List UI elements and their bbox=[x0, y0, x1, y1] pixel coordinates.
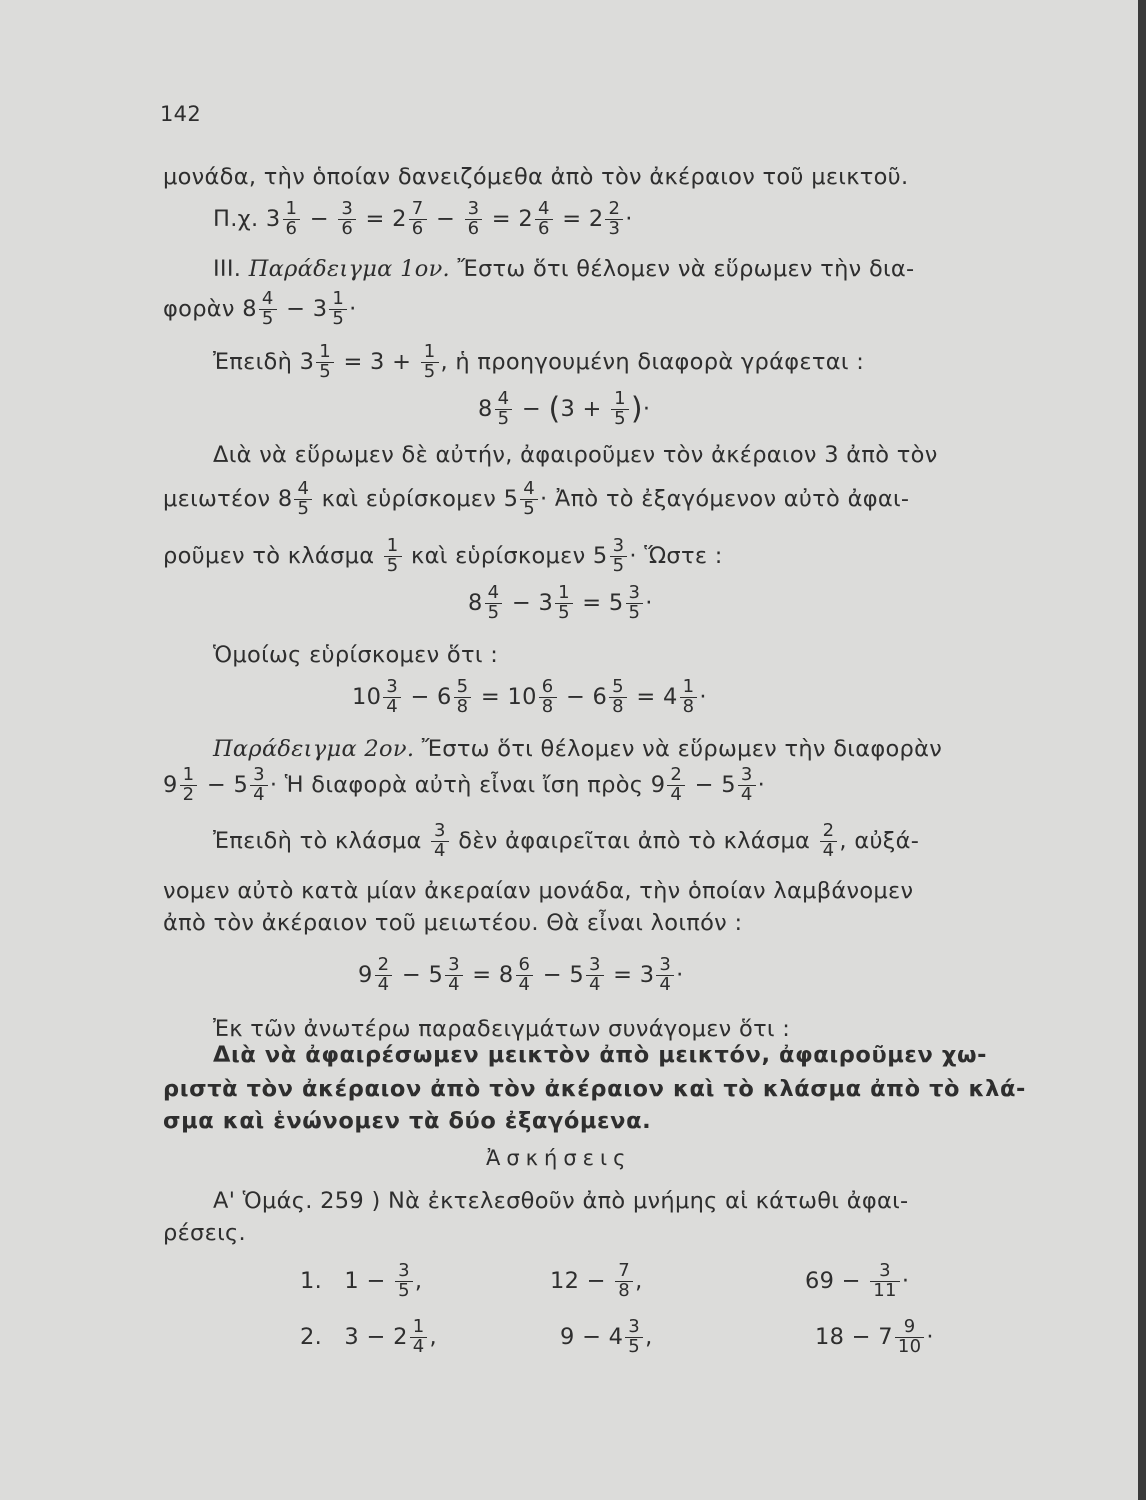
formula-2: 8 $\frac{4}{5}$ − 3 $\frac{1}{5}$ = 5 $\frac{3}{5}$ · bbox=[468, 582, 653, 623]
exercises-heading: Ἀσκήσεις bbox=[486, 1146, 632, 1170]
page-number: 142 bbox=[160, 102, 201, 126]
text-line-4: φορὰν 8 $\frac{4}{5}$ − 3 $\frac{1}{5}$ · bbox=[163, 288, 357, 329]
text-line-12: Ἐπειδὴ τὸ κλάσμα $\frac{3}{4}$ δὲν ἀφαιρεῖται ἀπὸ τὸ κλάσμα $\frac{2}{4}$ , αὐξά- bbox=[213, 820, 920, 861]
page-edge bbox=[1138, 0, 1146, 1500]
rule-line-1: Διὰ νὰ ἀφαιρέσωμεν μεικτὸν ἀπὸ μεικτόν, ἀφαιροῦμεν χω- bbox=[213, 1042, 988, 1068]
text-line-1: μονάδα, τὴν ὁποίαν δανειζόμεθα ἀπὸ τὸν ἀκέραιον τοῦ μεικτοῦ. bbox=[163, 164, 909, 190]
formula-4: 9 $\frac{2}{4}$ − 5 $\frac{3}{4}$ = 8 $\frac{6}{4}$ − 5 $\frac{3}{4}$ = 3 $\frac{3}{4}$ · bbox=[358, 954, 684, 995]
example-2-heading: Παράδειγμα 2ον. bbox=[213, 736, 415, 762]
exercise-intro-2: ρέσεις. bbox=[163, 1220, 246, 1246]
exercise-2a: 2. 3 − 2 $\frac{1}{4}$ , bbox=[300, 1316, 437, 1357]
exercise-2b: 9 − 4 $\frac{3}{5}$ , bbox=[560, 1316, 653, 1357]
example-line: Π.χ. 3 $\frac{1}{6}$ − $\frac{3}{6}$ = 2 $\frac{7}{6}$ − $\frac{3}{6}$ = 2 $\frac{4}{6}$ = 2 $\frac{2}{3}$ · bbox=[213, 198, 633, 239]
text-line-6: Διὰ νὰ εὕρωμεν δὲ αὐτήν, ἀφαιροῦμεν τὸν ἀκέραιον 3 ἀπὸ τὸν bbox=[213, 442, 938, 468]
exercise-2c: 18 − 7 $\frac{9}{10}$ · bbox=[815, 1316, 934, 1357]
exercise-1c: 69 − $\frac{3}{11}$ · bbox=[805, 1260, 910, 1301]
text-line-7: μειωτέον 8 $\frac{4}{5}$ καὶ εὑρίσκομεν 5 $\frac{4}{5}$ · Ἀπὸ τὸ ἐξαγόμενον αὐτὸ ἀφαι- bbox=[163, 478, 910, 519]
text-line-10: Παράδειγμα 2ον. Ἔστω ὅτι θέλομεν νὰ εὕρωμεν τὴν διαφορὰν bbox=[213, 736, 943, 762]
text-line-15: Ἐκ τῶν ἀνωτέρω παραδειγμάτων συνάγομεν ὅτι : bbox=[213, 1016, 791, 1042]
text-line-11: 9 $\frac{1}{2}$ − 5 $\frac{3}{4}$ · Ἡ διαφορὰ αὐτὴ εἶναι ἴση πρὸς 9 $\frac{2}{4}$ − 5 $\frac{3}{4}$ · bbox=[163, 764, 766, 805]
text-line-5: Ἐπειδὴ 3 $\frac{1}{5}$ = 3 + $\frac{1}{5}$ , ἡ προηγουμένη διαφορὰ γράφεται : bbox=[213, 341, 865, 382]
exercise-1a: 1. 1 − $\frac{3}{5}$ , bbox=[300, 1260, 423, 1301]
rule-line-2: ριστὰ τὸν ἀκέραιον ἀπὸ τὸν ἀκέραιον καὶ τὸ κλάσμα ἀπὸ τὸ κλά- bbox=[163, 1076, 1026, 1102]
example-1-heading: Παράδειγμα 1ον. bbox=[248, 256, 451, 282]
text-line-13: νομεν αὐτὸ κατὰ μίαν ἀκεραίαν μονάδα, τὴν ὁποίαν λαμβάνομεν bbox=[163, 878, 914, 904]
formula-1: 8 $\frac{4}{5}$ − (3 + $\frac{1}{5}$ )· bbox=[478, 388, 651, 429]
exercise-1b: 12 − $\frac{7}{8}$ , bbox=[550, 1260, 643, 1301]
exercise-intro-1: Α' Ὁμάς. 259 ) Νὰ ἐκτελεσθοῦν ἀπὸ μνήμης αἱ κάτωθι ἀφαι- bbox=[213, 1188, 909, 1214]
formula-3: 10 $\frac{3}{4}$ − 6 $\frac{5}{8}$ = 10 $\frac{6}{8}$ − 6 $\frac{5}{8}$ = 4 $\frac{1}{8}$ · bbox=[352, 676, 707, 717]
text-line-8: ροῦμεν τὸ κλάσμα $\frac{1}{5}$ καὶ εὑρίσκομεν 5 $\frac{3}{5}$ · Ὥστε : bbox=[163, 535, 723, 576]
rule-line-3: σμα καὶ ἑνώνομεν τὰ δύο ἐξαγόμενα. bbox=[163, 1108, 652, 1134]
text-line-14: ἀπὸ τὸν ἀκέραιον τοῦ μειωτέου. Θὰ εἶναι λοιπόν : bbox=[163, 910, 743, 936]
text-line-9: Ὁμοίως εὑρίσκομεν ὅτι : bbox=[213, 642, 499, 668]
text-line-3: ΙΙΙ. Παράδειγμα 1ον. Ἔστω ὅτι θέλομεν νὰ εὕρωμεν τὴν δια- bbox=[213, 256, 915, 282]
